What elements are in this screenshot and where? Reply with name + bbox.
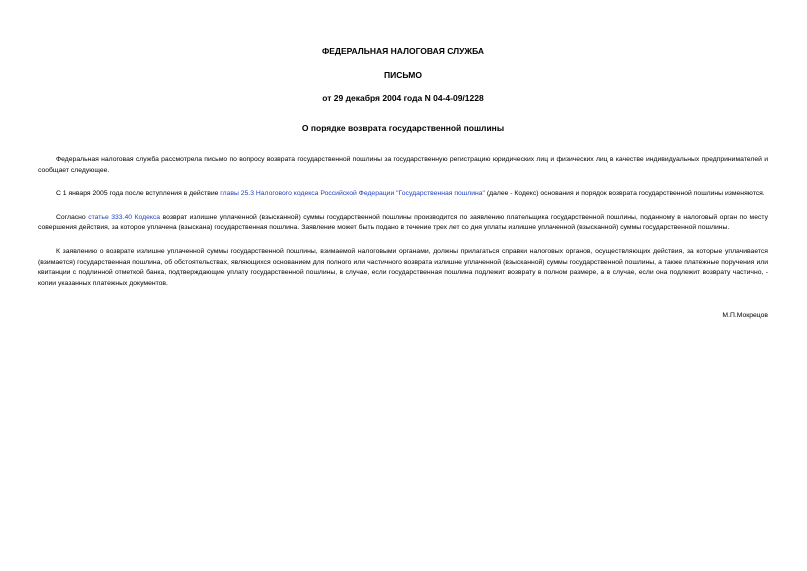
- document-page: [38, 0, 768, 321]
- link-chapter-25-3[interactable]: главы 25.3 Налогового кодекса Российской Федерации "Государственная пошлина": [220, 190, 485, 198]
- document-date-number: от 29 декабря 2004 года N 04-4-09/1228: [322, 93, 484, 103]
- paragraph-3-text-after: возврат излишне уплаченной (взысканной) суммы государственной пошлины производится по заявлению плательщика государственной пошлины, поданному в налоговый орган по месту совершения действия, за которое уплачена (взыскана) государственная пошлина. Заявление может быть подано в течение трех лет со дня уплаты излишне уплаченной (взысканной) суммы государственной пошлины.: [38, 213, 768, 232]
- paragraph-4: К заявлению о возврате излишне уплаченной суммы государственной пошлины, взимаемой налоговыми органами, должны прилагаться справки налоговых органов, осуществляющих действия, за которые уплачивается (взимается) государственная пошлина, об обстоятельствах, являющихся основанием для полного или частичного возврата излишне уплаченной (взысканной) суммы государственной пошлины, а также платежные поручения или квитанции с подлинной отметкой банка, подтверждающие уплату государственной пошлины, в случае, если государственная пошлина подлежит возврату в полном размере, а в случае, если она подлежит возврату частично, - копии указанных платежных документов.: [38, 247, 768, 287]
- paragraph-2-text-before: С 1 января 2005 года после вступления в действие: [56, 190, 221, 198]
- agency-heading: ФЕДЕРАЛЬНАЯ НАЛОГОВАЯ СЛУЖБА: [321, 46, 485, 56]
- document-subject: О порядке возврата государственной пошлины: [301, 123, 505, 133]
- paragraph-1: Федеральная налоговая служба рассмотрела письмо по вопросу возврата государственной пошлины за государственную регистрацию юридических лиц и физических лиц в качестве индивидуальных предпринимателей и сообщает следующее.: [38, 156, 768, 174]
- link-article-333-40[interactable]: статье 333.40 Кодекса: [88, 213, 161, 221]
- document-type-heading: ПИСЬМО: [384, 70, 422, 80]
- signature: М.П.Мокрецов: [722, 312, 768, 320]
- document-body: [38, 155, 768, 289]
- paragraph-2-text-after: (далее - Кодекс) основания и порядок возврата государственной пошлины изменяются.: [484, 190, 765, 198]
- paragraph-3: [38, 213, 768, 234]
- paragraph-2: [38, 189, 768, 200]
- paragraph-3-text-before: Согласно: [56, 213, 89, 221]
